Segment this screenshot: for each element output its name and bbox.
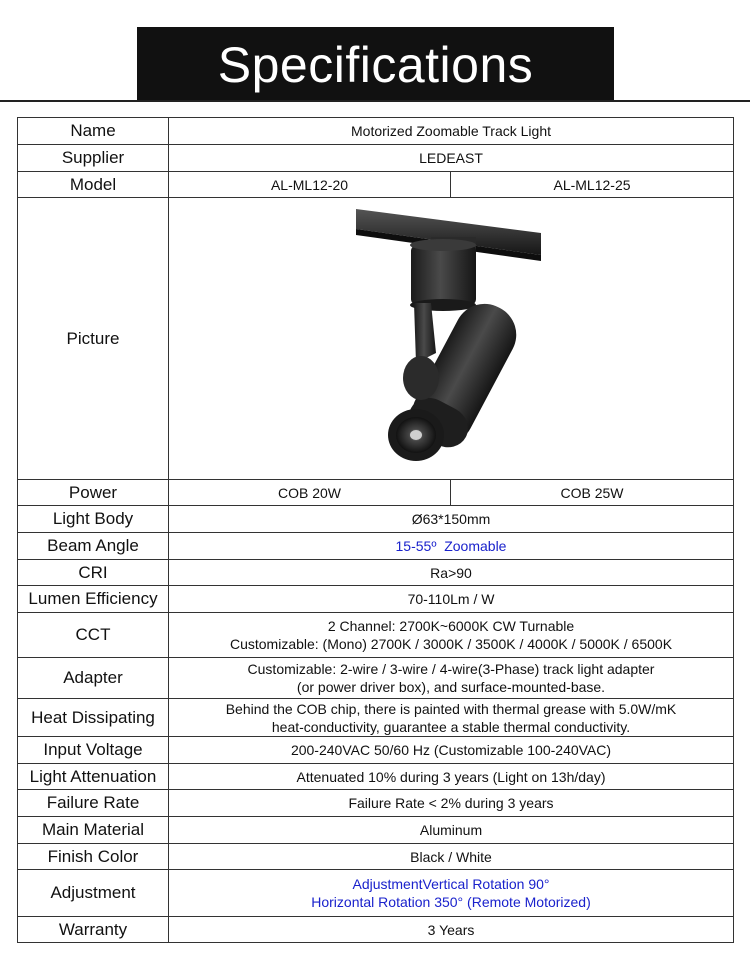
value-lumen: 70-110Lm / W bbox=[169, 586, 734, 613]
table-row-cct bbox=[18, 613, 734, 658]
table-row-material bbox=[18, 817, 734, 844]
spec-table bbox=[17, 117, 734, 943]
heat-line-2: heat-conductivity, guarantee a stable thermal conductivity. bbox=[271, 718, 631, 735]
value-material: Aluminum bbox=[169, 817, 734, 844]
table-row-failure bbox=[18, 790, 734, 817]
table-row-model bbox=[18, 172, 734, 198]
value-model-20: AL-ML12-20 bbox=[169, 172, 451, 198]
page-title-banner bbox=[137, 27, 614, 102]
label-adapter: Adapter bbox=[18, 658, 169, 699]
adapter-line-1: Customizable: 2-wire / 3-wire / 4-wire(3-Phase) track light adapter bbox=[247, 661, 655, 677]
table-row-lumen bbox=[18, 586, 734, 613]
label-input-voltage: Input Voltage bbox=[18, 737, 169, 764]
value-finish: Black / White bbox=[169, 844, 734, 870]
label-attenuation: Light Attenuation bbox=[18, 764, 169, 790]
value-name: Motorized Zoomable Track Light bbox=[169, 118, 734, 145]
table-row-heat bbox=[18, 699, 734, 737]
label-cct: CCT bbox=[18, 613, 169, 658]
value-power-20: COB 20W bbox=[169, 480, 451, 506]
label-beam-angle: Beam Angle bbox=[18, 533, 169, 560]
label-finish: Finish Color bbox=[18, 844, 169, 870]
value-supplier: LEDEAST bbox=[169, 145, 734, 172]
table-row-supplier bbox=[18, 145, 734, 172]
label-power: Power bbox=[18, 480, 169, 506]
table-row-picture bbox=[18, 198, 734, 480]
table-row-adapter bbox=[18, 658, 734, 699]
adjustment-line-1: AdjustmentVertical Rotation 90° bbox=[352, 876, 550, 892]
track-spotlight-image bbox=[336, 203, 566, 475]
value-attenuation: Attenuated 10% during 3 years (Light on 13h/day) bbox=[169, 764, 734, 790]
table-row-power bbox=[18, 480, 734, 506]
label-lumen: Lumen Efficiency bbox=[18, 586, 169, 613]
value-light-body: Ø63*150mm bbox=[169, 506, 734, 533]
value-cri: Ra>90 bbox=[169, 560, 734, 586]
table-row-warranty bbox=[18, 917, 734, 943]
table-row-beam-angle bbox=[18, 533, 734, 560]
label-light-body: Light Body bbox=[18, 506, 169, 533]
value-cct bbox=[169, 613, 734, 658]
label-failure: Failure Rate bbox=[18, 790, 169, 817]
label-model: Model bbox=[18, 172, 169, 198]
table-row-name bbox=[18, 118, 734, 145]
value-adjustment bbox=[169, 870, 734, 917]
product-picture-cell bbox=[169, 198, 734, 480]
table-row-adjustment bbox=[18, 870, 734, 917]
label-warranty: Warranty bbox=[18, 917, 169, 943]
label-name: Name bbox=[18, 118, 169, 145]
label-material: Main Material bbox=[18, 817, 169, 844]
label-heat: Heat Dissipating bbox=[18, 699, 169, 737]
label-supplier: Supplier bbox=[18, 145, 169, 172]
label-adjustment: Adjustment bbox=[18, 870, 169, 917]
label-cri: CRI bbox=[18, 560, 169, 586]
adjustment-line-2: Horizontal Rotation 350° (Remote Motorized) bbox=[311, 894, 591, 910]
cct-line-2: Customizable: (Mono) 2700K / 3000K / 3500K / 4000K / 5000K / 6500K bbox=[229, 636, 673, 652]
adapter-line-2: (or power driver box), and surface-mounted-base. bbox=[296, 679, 606, 695]
value-power-25: COB 25W bbox=[451, 480, 734, 506]
value-heat bbox=[169, 699, 734, 737]
value-model-25: AL-ML12-25 bbox=[451, 172, 734, 198]
value-adapter bbox=[169, 658, 734, 699]
cct-line-1: 2 Channel: 2700K~6000K CW Turnable bbox=[327, 618, 575, 634]
table-row-attenuation bbox=[18, 764, 734, 790]
label-picture: Picture bbox=[18, 198, 169, 480]
value-warranty: 3 Years bbox=[169, 917, 734, 943]
table-row-finish bbox=[18, 844, 734, 870]
table-row-cri bbox=[18, 560, 734, 586]
page-title: Specifications bbox=[217, 36, 534, 93]
title-divider bbox=[0, 100, 750, 102]
value-input-voltage: 200-240VAC 50/60 Hz (Customizable 100-240VAC) bbox=[169, 737, 734, 764]
heat-line-1: Behind the COB chip, there is painted with thermal grease with 5.0W/mK bbox=[225, 700, 677, 717]
value-beam-angle: 15-55º Zoomable bbox=[169, 533, 734, 560]
value-failure: Failure Rate < 2% during 3 years bbox=[169, 790, 734, 817]
table-row-light-body bbox=[18, 506, 734, 533]
table-row-input-voltage bbox=[18, 737, 734, 764]
